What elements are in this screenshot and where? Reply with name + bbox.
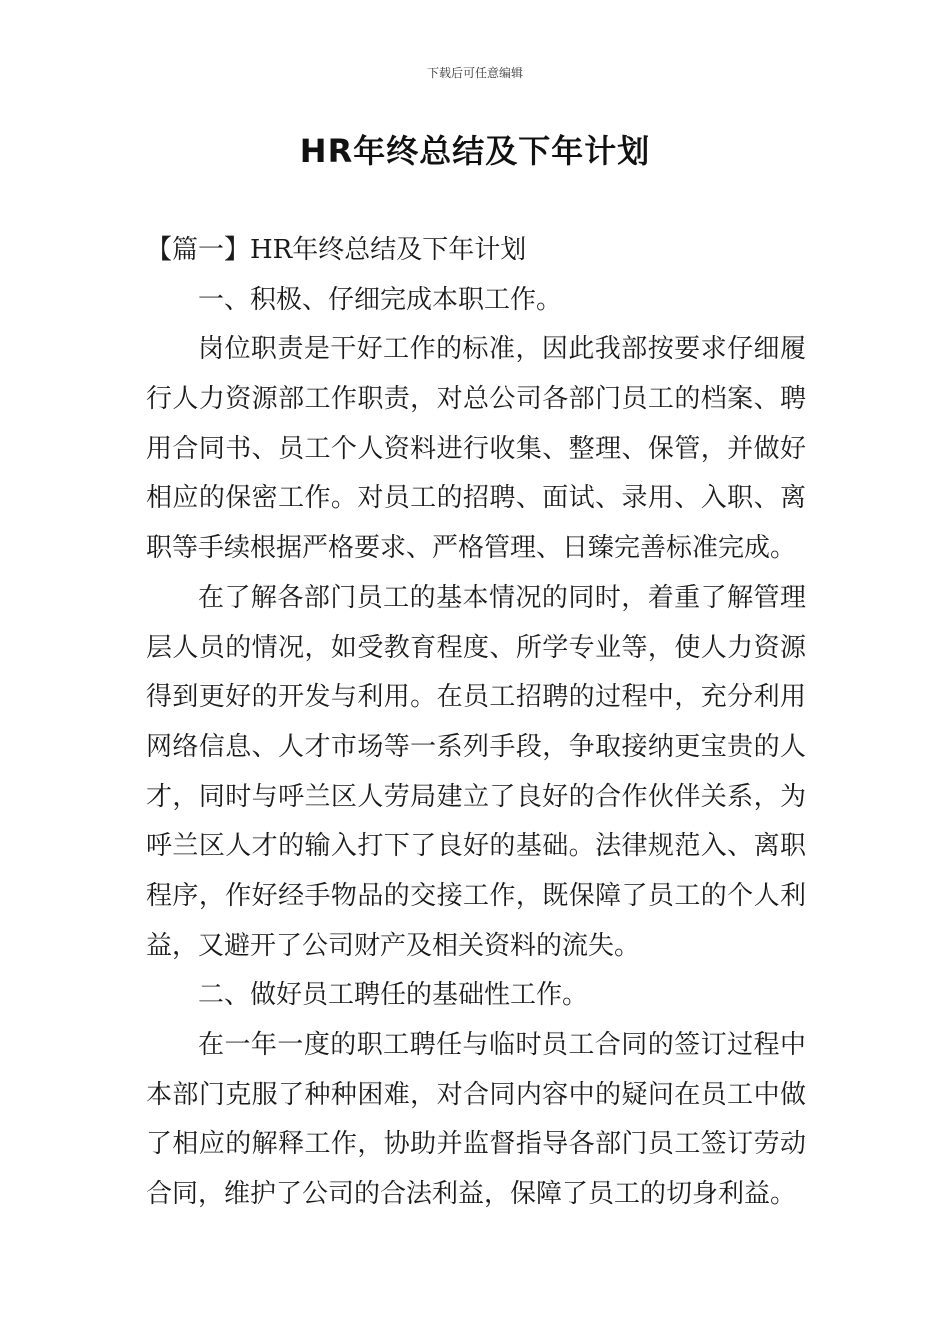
body-line: 【篇一】HR年终总结及下年计划 xyxy=(146,235,527,265)
body-line: 二、做好员工聘任的基础性工作。 xyxy=(198,980,589,1011)
document-body xyxy=(146,226,806,1220)
body-line: 网络信息、人才市场等一系列手段，争取接纳更宝贵的人 xyxy=(146,731,806,762)
document-title: HR年终总结及下年计划 xyxy=(299,132,651,170)
body-line: 了相应的解释工作，协助并监督指导各部门员工签订劳动 xyxy=(146,1129,806,1160)
body-line: 岗位职责是干好工作的标准，因此我部按要求仔细履 xyxy=(198,334,806,365)
body-line: 程序，作好经手物品的交接工作，既保障了员工的个人利 xyxy=(146,880,806,911)
body-line: 合同，维护了公司的合法利益，保障了员工的切身利益。 xyxy=(146,1179,797,1210)
body-line: 益，又避开了公司财产及相关资料的流失。 xyxy=(146,930,641,961)
body-line: 层人员的情况，如受教育程度、所学专业等，使人力资源 xyxy=(146,632,806,663)
body-line: 用合同书、员工个人资料进行收集、整理、保管，并做好 xyxy=(146,433,806,464)
header-note: 下载后可任意编辑 xyxy=(426,66,523,80)
body-line: 呼兰区人才的输入打下了良好的基础。法律规范入、离职 xyxy=(146,831,806,862)
body-line: 行人力资源部工作职责，对总公司各部门员工的档案、聘 xyxy=(146,384,806,415)
body-line: 一、积极、仔细完成本职工作。 xyxy=(198,284,563,315)
body-line: 在一年一度的职工聘任与临时员工合同的签订过程中 xyxy=(198,1030,806,1060)
body-line: 相应的保密工作。对员工的招聘、面试、录用、入职、离 xyxy=(146,483,806,514)
body-line: 本部门克服了种种困难，对合同内容中的疑问在员工中做 xyxy=(146,1079,806,1110)
body-line: 职等手续根据严格要求、严格管理、日臻完善标准完成。 xyxy=(146,533,797,564)
body-line: 在了解各部门员工的基本情况的同时，着重了解管理 xyxy=(198,582,806,613)
body-line: 得到更好的开发与利用。在员工招聘的过程中，充分利用 xyxy=(146,682,806,713)
body-line: 才，同时与呼兰区人劳局建立了良好的合作伙伴关系，为 xyxy=(146,781,806,812)
